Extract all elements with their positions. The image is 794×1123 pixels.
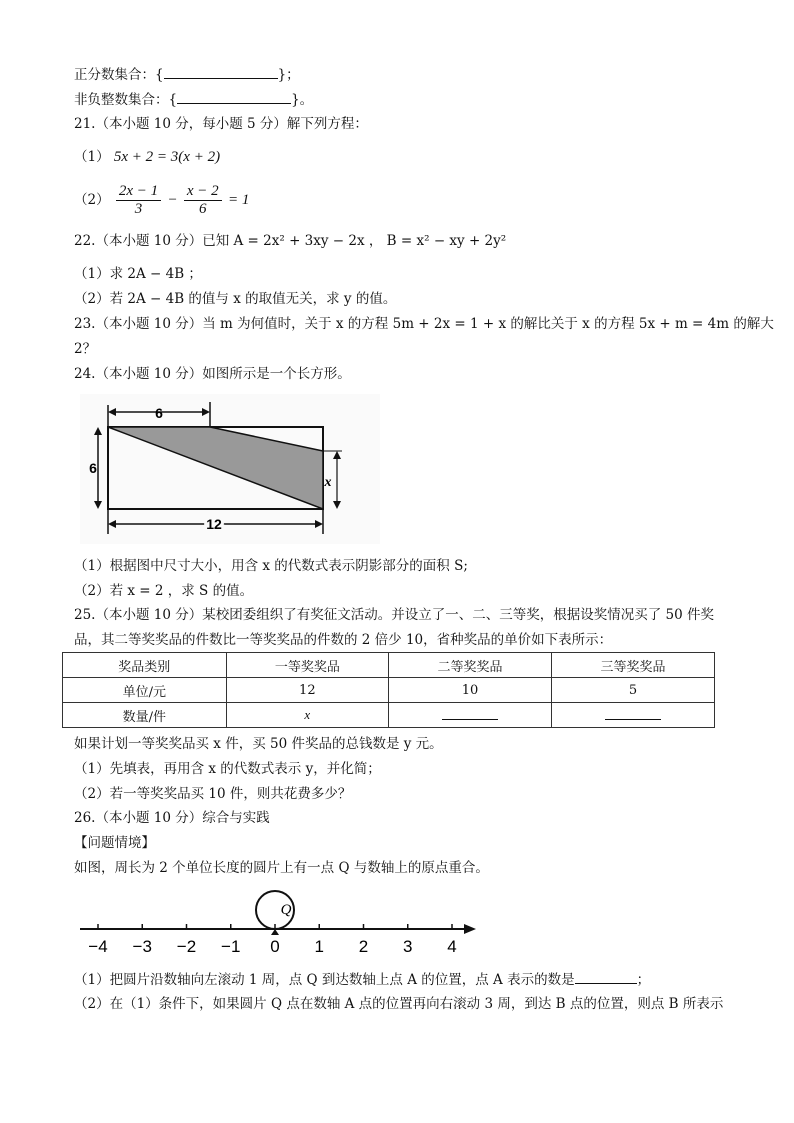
q25-line1: 25.（本小题 10 分）某校团委组织了有奖征文活动。并设立了一、二、三等奖，根据设奖情况买了 50 件奖 bbox=[74, 607, 714, 623]
nonnegative-integer-set-line: 非负整数集合：{ }。 bbox=[74, 89, 313, 110]
table-cell: 数量/件 bbox=[63, 703, 227, 728]
table-row bbox=[63, 678, 715, 703]
q26-part1: （1）把圆片沿数轴向左滚动 1 周，点 Q 到达数轴上点 A 的位置，点 A 表示的数是 ； bbox=[74, 969, 650, 990]
table-cell bbox=[389, 703, 552, 728]
q26-section-head: 【问题情境】 bbox=[74, 835, 155, 851]
table-header-cell: 一等奖奖品 bbox=[226, 653, 389, 678]
q22-part1: （1）求 2A − 4B ； bbox=[74, 266, 202, 282]
table-cell: 5 bbox=[552, 678, 715, 703]
arrow-icon bbox=[464, 924, 476, 934]
top-dimension-label: 6 bbox=[155, 405, 163, 421]
q24-part1: （1）根据图中尺寸大小，用含 x 的代数式表示阴影部分的面积 S; bbox=[74, 558, 468, 574]
q25-part1: （1）先填表，再用含 x 的代数式表示 y，并化简； bbox=[74, 761, 381, 777]
table-cell: 10 bbox=[389, 678, 552, 703]
q26-part2: （2）在（1）条件下，如果圆片 Q 点在数轴 A 点的位置再向右滚动 3 周，到达 B 点的位置，则点 B 所表示 bbox=[74, 996, 724, 1012]
q25-line3: 如果计划一等奖奖品买 x 件，买 50 件奖品的总钱数是 y 元。 bbox=[74, 736, 443, 752]
number-line-figure bbox=[74, 888, 494, 968]
left-dimension-label: 6 bbox=[89, 460, 97, 476]
positive-fraction-blank[interactable] bbox=[164, 64, 278, 79]
number-line-tick-label: 2 bbox=[358, 937, 369, 956]
q26-intro: 如图，周长为 2 个单位长度的圆片上有一点 Q 与数轴上的原点重合。 bbox=[74, 860, 489, 876]
third-prize-qty-blank[interactable] bbox=[605, 707, 661, 720]
rectangle-figure bbox=[80, 394, 380, 544]
q25-line2: 品，其二等奖奖品的件数比一等奖奖品的件数的 2 倍少 10，省种奖品的单价如下表所示： bbox=[74, 632, 613, 648]
q21-fraction-1: $\frac{2x - 1}{3}$ bbox=[116, 183, 161, 218]
prize-table bbox=[62, 652, 715, 728]
number-line-tick-label: 3 bbox=[403, 937, 413, 956]
table-cell bbox=[552, 703, 715, 728]
bottom-dimension-label: 12 bbox=[206, 516, 222, 532]
nonnegative-integer-blank[interactable] bbox=[177, 89, 291, 104]
table-header-cell: 二等奖奖品 bbox=[389, 653, 552, 678]
q23-line1: 23.（本小题 10 分）当 m 为何值时，关于 x 的方程 5m + 2x = 1 + x 的解比关于 x 的方程 5x + m = 4m 的解大 bbox=[74, 316, 774, 332]
q23-line2: 2？ bbox=[74, 341, 97, 357]
q21-fraction-2: $\frac{x - 2}{6}$ bbox=[184, 183, 222, 218]
q22-heading: 22.（本小题 10 分）已知 A = 2x² + 3xy − 2x ， B = x² − xy + 2y² bbox=[74, 233, 507, 249]
positive-fraction-set-line: 正分数集合：{ }； bbox=[74, 64, 300, 85]
q21-heading: 21.（本小题 10 分，每小题 5 分）解下列方程： bbox=[74, 116, 368, 132]
q22-part2: （2）若 2A − 4B 的值与 x 的取值无关，求 y 的值。 bbox=[74, 291, 397, 307]
number-line-tick-label: 1 bbox=[314, 937, 324, 956]
table-row bbox=[63, 653, 715, 678]
point-q-label: Q bbox=[280, 902, 292, 918]
q21-part1: （1） 5x + 2 = 3(x + 2) bbox=[74, 149, 221, 165]
q25-part2: （2）若一等奖奖品买 10 件，则共花费多少？ bbox=[74, 786, 352, 802]
table-cell: x bbox=[226, 703, 389, 728]
number-line-tick-label: −2 bbox=[176, 937, 197, 956]
q26-heading: 26.（本小题 10 分）综合与实践 bbox=[74, 810, 270, 826]
number-line-tick-label: 4 bbox=[447, 937, 457, 956]
q24-part2: （2）若 x = 2 ，求 S 的值。 bbox=[74, 583, 254, 599]
q24-heading: 24.（本小题 10 分）如图所示是一个长方形。 bbox=[74, 366, 351, 382]
q21-part1-equation: 5x + 2 = 3(x + 2) bbox=[113, 149, 221, 165]
q21-part2: （2） $\frac{2x - 1}{3}$ − $\frac{x - 2}{6}$ = 1 bbox=[74, 183, 250, 217]
table-header-cell: 三等奖奖品 bbox=[552, 653, 715, 678]
second-prize-qty-blank[interactable] bbox=[442, 707, 498, 720]
number-line-tick-label: −1 bbox=[221, 937, 241, 956]
number-line-tick-label: −3 bbox=[132, 937, 152, 956]
table-cell: 12 bbox=[226, 678, 389, 703]
right-dimension-label: x bbox=[324, 475, 332, 490]
table-row bbox=[63, 703, 715, 728]
number-line-tick-label: 0 bbox=[270, 937, 280, 956]
table-header-cell: 奖品类别 bbox=[63, 653, 227, 678]
table-cell: 单位/元 bbox=[63, 678, 227, 703]
number-line-tick-label: −4 bbox=[88, 937, 108, 956]
point-a-answer-blank[interactable] bbox=[575, 969, 637, 984]
